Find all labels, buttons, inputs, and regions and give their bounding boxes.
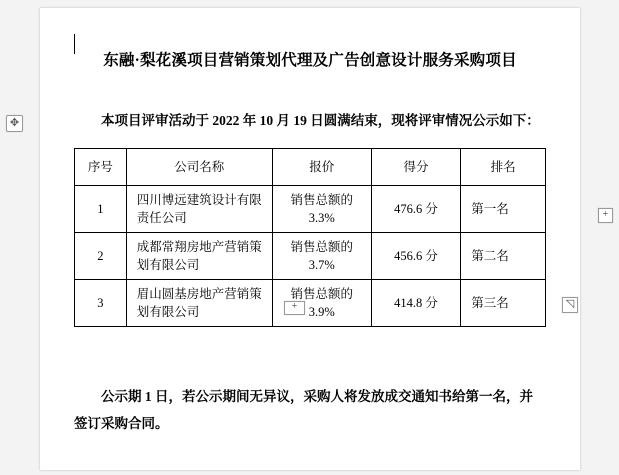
text-caret xyxy=(74,34,75,54)
cell-no: 2 xyxy=(75,232,127,279)
evaluation-results-table[interactable] xyxy=(74,148,546,328)
add-row-button[interactable]: + xyxy=(284,301,305,315)
table-move-handle[interactable]: ✥ xyxy=(6,115,23,132)
intro-paragraph: 本项目评审活动于 2022 年 10 月 19 日圆满结束，现将评审情况公示如下： xyxy=(101,113,540,128)
cell-company: 四川博远建筑设计有限责任公司 xyxy=(126,185,272,232)
cell-price: 销售总额的 3.3% xyxy=(272,185,371,232)
cell-no: 1 xyxy=(75,185,127,232)
cell-price: 销售总额的 3.7% xyxy=(272,232,371,279)
cell-rank: 第一名 xyxy=(461,185,546,232)
cell-score: 476.6 分 xyxy=(371,185,460,232)
cell-company: 成都常翔房地产营销策划有限公司 xyxy=(126,232,272,279)
closing-paragraph: 公示期 1 日，若公示期间无异议，采购人将发放成交通知书给第一名，并签订采购合同。 xyxy=(74,389,533,432)
table-header-row xyxy=(75,148,546,185)
column-header-price: 报价 xyxy=(272,148,371,185)
add-column-button[interactable]: + xyxy=(598,208,613,223)
column-header-no: 序号 xyxy=(75,148,127,185)
page-title: 东融·梨花溪项目营销策划代理及广告创意设计服务采购项目 xyxy=(103,52,517,69)
column-header-rank: 排名 xyxy=(461,148,546,185)
cell-rank: 第二名 xyxy=(461,232,546,279)
table-row[interactable] xyxy=(75,232,546,279)
document-page xyxy=(40,8,580,470)
cell-company: 眉山圆基房地产营销策划有限公司 xyxy=(126,280,272,327)
document-body xyxy=(40,8,580,470)
table-resize-handle[interactable]: ◹ xyxy=(562,297,578,313)
column-header-score: 得分 xyxy=(371,148,460,185)
cell-rank: 第三名 xyxy=(461,280,546,327)
cell-price: 销售总额的 3.9% xyxy=(272,280,371,327)
cell-score: 456.6 分 xyxy=(371,232,460,279)
table-row[interactable] xyxy=(75,185,546,232)
table-row[interactable] xyxy=(75,280,546,327)
cell-score: 414.8 分 xyxy=(371,280,460,327)
column-header-company: 公司名称 xyxy=(126,148,272,185)
cell-no: 3 xyxy=(75,280,127,327)
